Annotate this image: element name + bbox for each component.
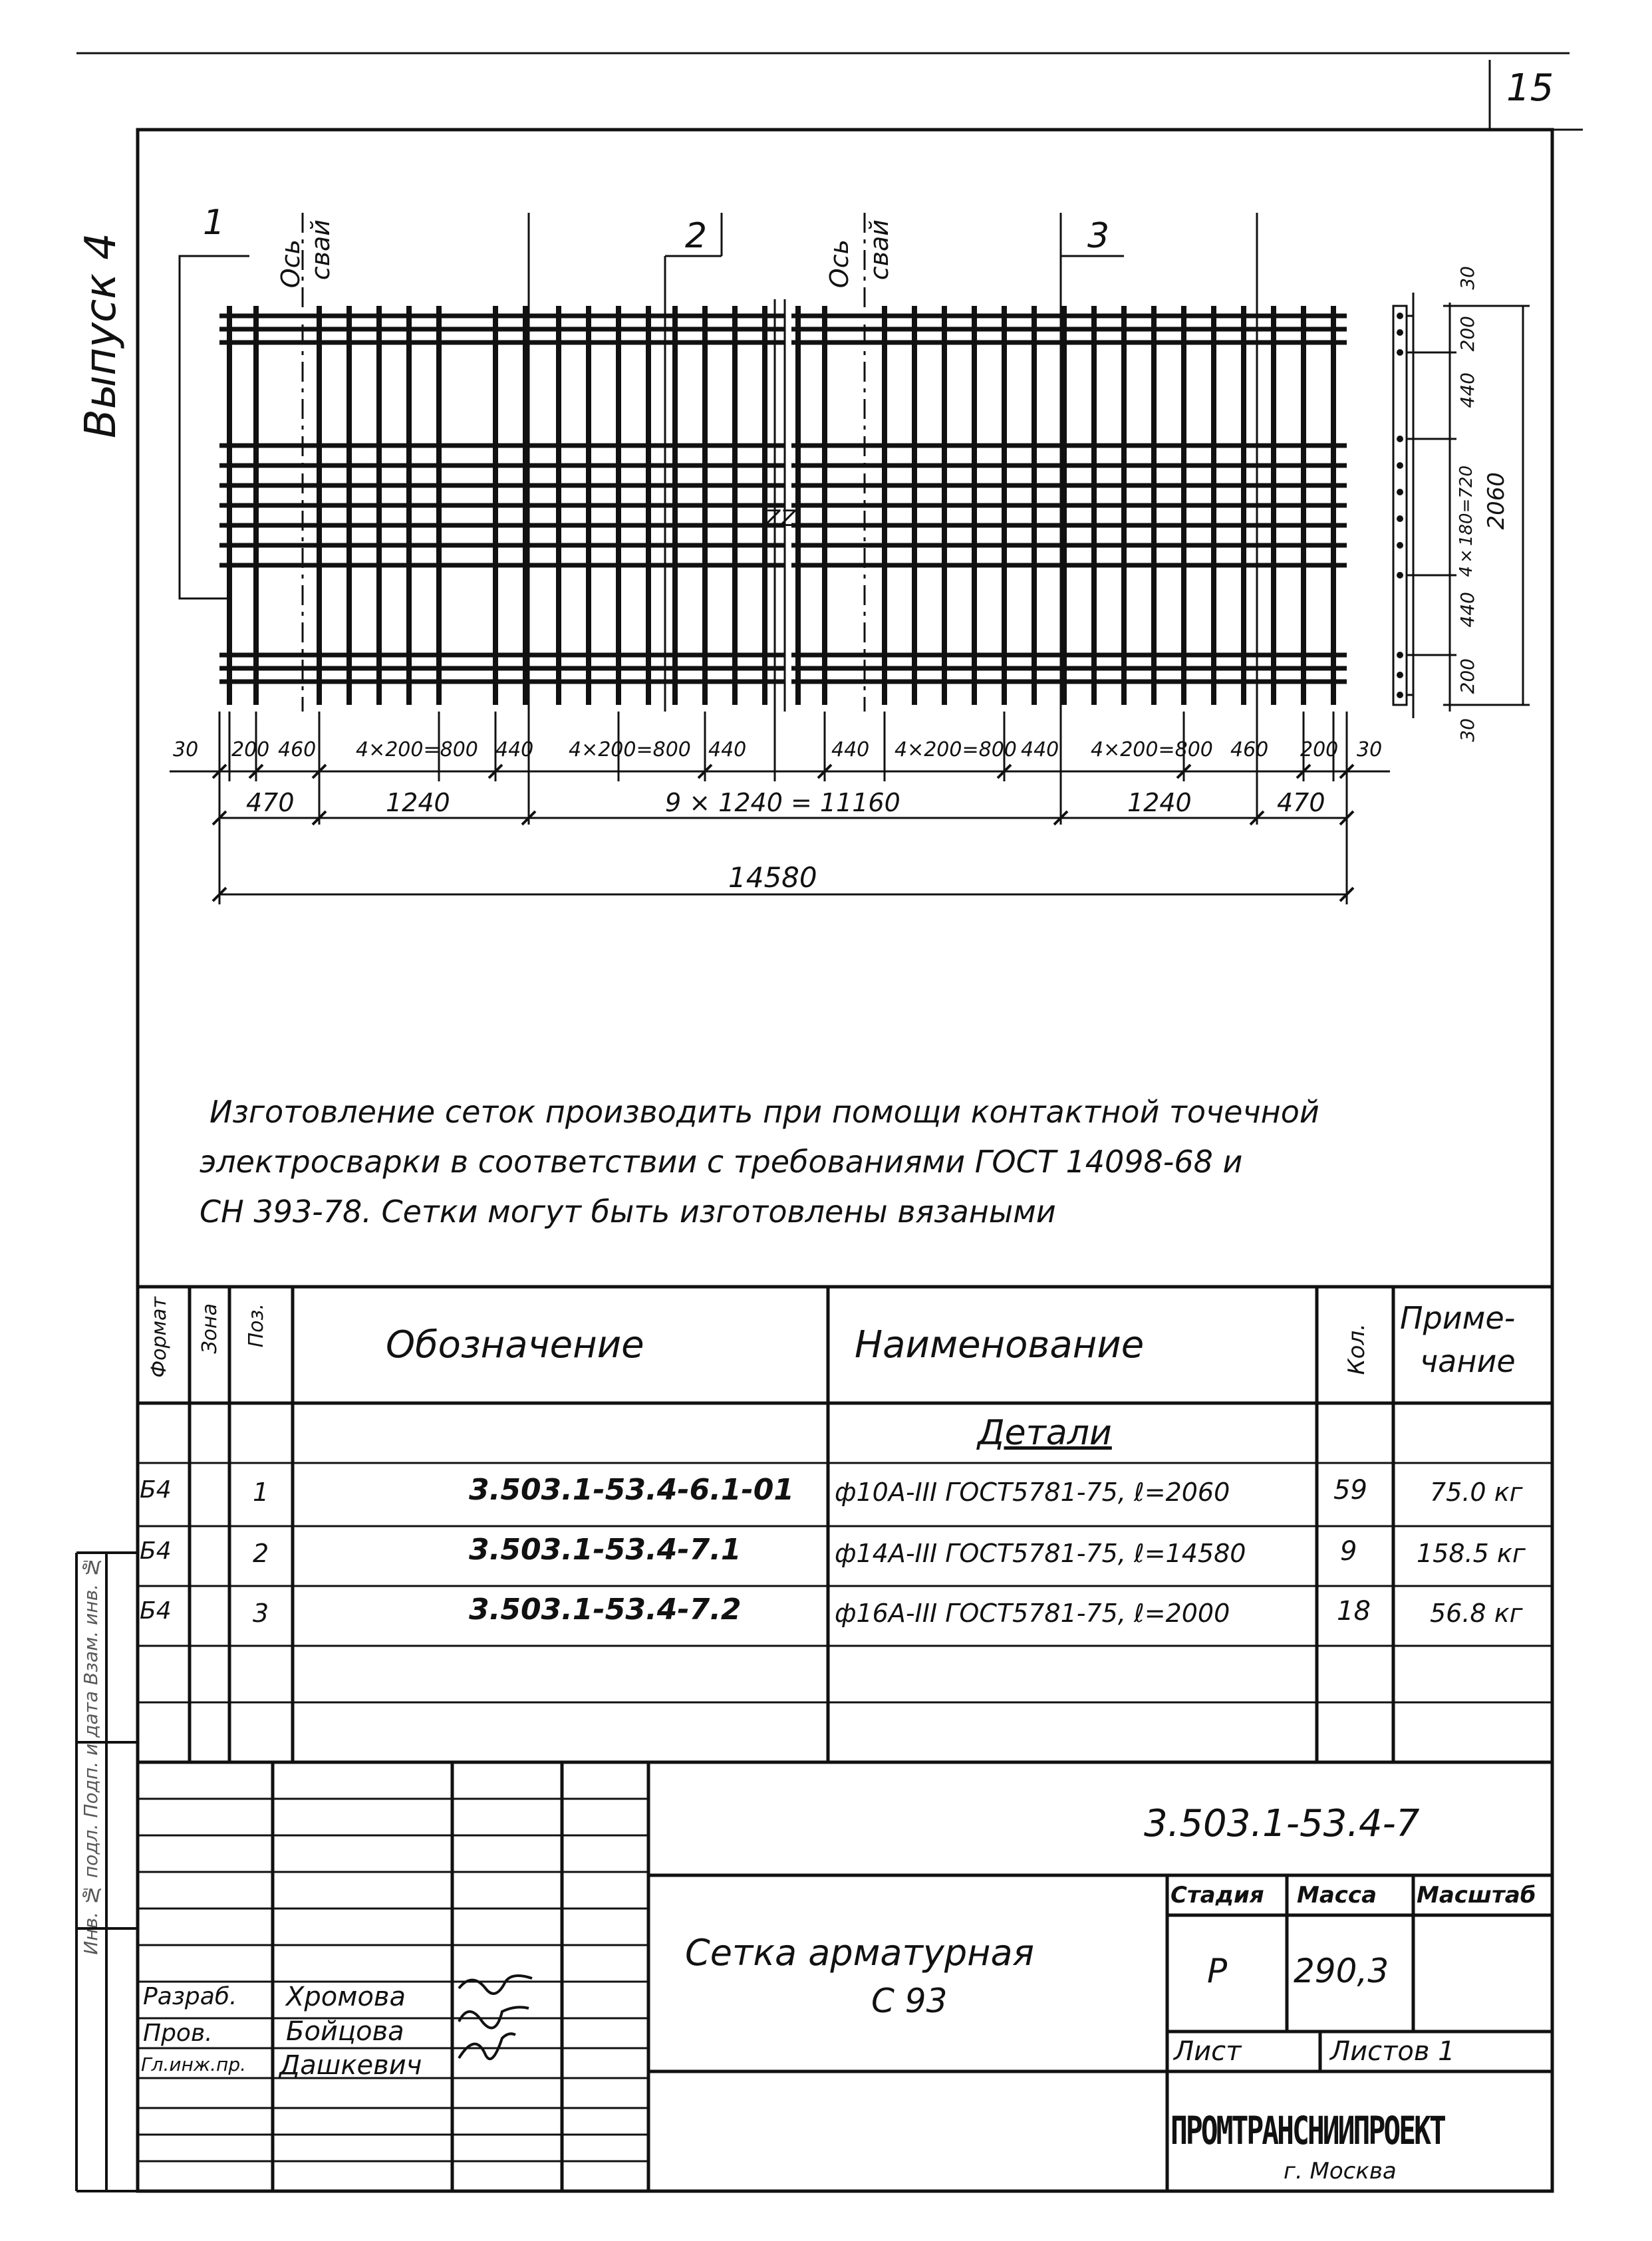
row-qty: 59 [1333,1475,1367,1506]
dim-30-left: 30 [173,738,199,761]
dim-right-200-bottom: 200 [1456,658,1478,694]
sheet-number: 15 [1506,66,1554,110]
stage-value: Р [1207,1952,1228,1990]
dim-total-width: 2060 [1483,472,1510,530]
dim-470-left: 470 [246,788,295,817]
dim-470-right: 470 [1277,788,1325,817]
name-chief-engineer: Дашкевич [279,2050,422,2081]
dim-right-4x180: 4×180=720 [1456,465,1476,577]
role-checker: Пров. [143,2020,213,2047]
row-pos: 1 [253,1478,269,1507]
side-stamp: Инв. № подл. Подп. и дата Взам. инв. № [80,1556,102,1955]
sheets-label: Листов 1 [1330,2036,1455,2067]
row-designation: 3.503.1-53.4-7.1 [469,1533,742,1567]
dim-9x1240: 9 × 1240 = 11160 [665,788,900,817]
title-line-1: Сетка арматурная [685,1932,1035,1974]
mass-value: 290,3 [1294,1952,1389,1990]
header-note-l1: Приме- [1400,1300,1516,1336]
row-format: Б4 [140,1597,172,1625]
dim-460-left: 460 [278,738,317,761]
name-developer: Хромова [286,1982,406,2012]
dim-right-200-top: 200 [1456,316,1478,352]
row-note: 56.8 кг [1430,1599,1523,1628]
header-pos: Поз. [245,1303,268,1348]
header-name: Наименование [855,1323,1145,1367]
dim-right-30-top: 30 [1456,266,1478,290]
header-zone: Зона [198,1303,221,1354]
header-qty: Кол. [1343,1323,1370,1375]
dim-460-right: 460 [1230,738,1269,761]
name-checker: Бойцова [286,2016,404,2047]
dim-4x200-a: 4×200=800 [356,738,478,761]
dim-440-d: 440 [1021,738,1059,761]
axis-label-right-line1: Ось [825,239,854,289]
row-format: Б4 [140,1476,172,1504]
row-designation: 3.503.1-53.4-6.1-01 [469,1473,795,1507]
mass-label: Масса [1297,1882,1377,1909]
callout-3: 3 [1087,216,1110,256]
section-details: Детали [978,1413,1112,1453]
dim-total-length: 14580 [728,861,817,894]
title-line-2: С 93 [871,1982,948,2020]
row-name: ф10А-III ГОСТ5781-75, ℓ=2060 [835,1478,1230,1507]
axis-label-left-line1: Ось [276,239,305,289]
callout-1: 1 [203,203,225,243]
dim-right-440-bottom: 440 [1456,592,1478,628]
row-pos: 3 [253,1599,269,1628]
dim-4x200-c: 4×200=800 [895,738,1017,761]
header-format: Формат [148,1297,171,1378]
note-line-1: Изготовление сеток производить при помощи контактной точечной [209,1094,1319,1130]
dim-4x200-b: 4×200=800 [569,738,691,761]
dim-right-30-bottom: 30 [1456,718,1478,742]
dim-440-a: 440 [495,738,534,761]
dim-440-b: 440 [708,738,747,761]
dim-4x200-d: 4×200=800 [1091,738,1213,761]
row-pos: 2 [253,1539,269,1568]
dim-30-right: 30 [1357,738,1383,761]
row-name: ф16А-III ГОСТ5781-75, ℓ=2000 [835,1599,1230,1628]
row-note: 158.5 кг [1417,1539,1526,1568]
sheet-label: Лист [1174,2036,1242,2067]
row-designation: 3.503.1-53.4-7.2 [469,1593,742,1627]
series-label: Выпуск 4 [76,233,126,439]
row-qty: 9 [1340,1536,1357,1567]
header-designation: Обозначение [386,1323,644,1367]
row-format: Б4 [140,1537,172,1565]
org-name: ПРОМТРАНСНИИПРОЕКТ [1170,2108,1445,2153]
axis-label-left-line2: свай [306,219,335,281]
doc-code: 3.503.1-53.4-7 [1144,1802,1420,1845]
dim-1240-left: 1240 [386,788,450,817]
org-city: г. Москва [1284,2158,1397,2184]
row-name: ф14А-III ГОСТ5781-75, ℓ=14580 [835,1539,1246,1568]
row-qty: 18 [1337,1596,1371,1627]
role-chief-engineer: Гл.инж.пр. [141,2053,247,2075]
break-mark: ZZ [765,505,796,532]
dim-440-c: 440 [831,738,870,761]
axis-label-right-line2: свай [865,219,894,281]
role-developer: Разраб. [143,1983,237,2010]
row-note: 75.0 кг [1430,1478,1523,1507]
note-line-3: СН 393-78. Сетки могут быть изготовлены вязаными [200,1194,1056,1230]
header-note-l2: чание [1420,1343,1516,1379]
callout-2: 2 [685,216,708,256]
dim-1240-right: 1240 [1127,788,1192,817]
note-line-2: электросварки в соответствии с требованиями ГОСТ 14098-68 и [200,1144,1243,1180]
stage-label: Стадия [1170,1882,1264,1909]
scale-label: Масштаб [1417,1882,1536,1909]
dim-200-left: 200 [231,738,270,761]
dim-200-right: 200 [1300,738,1339,761]
dim-right-440-top: 440 [1456,372,1478,408]
